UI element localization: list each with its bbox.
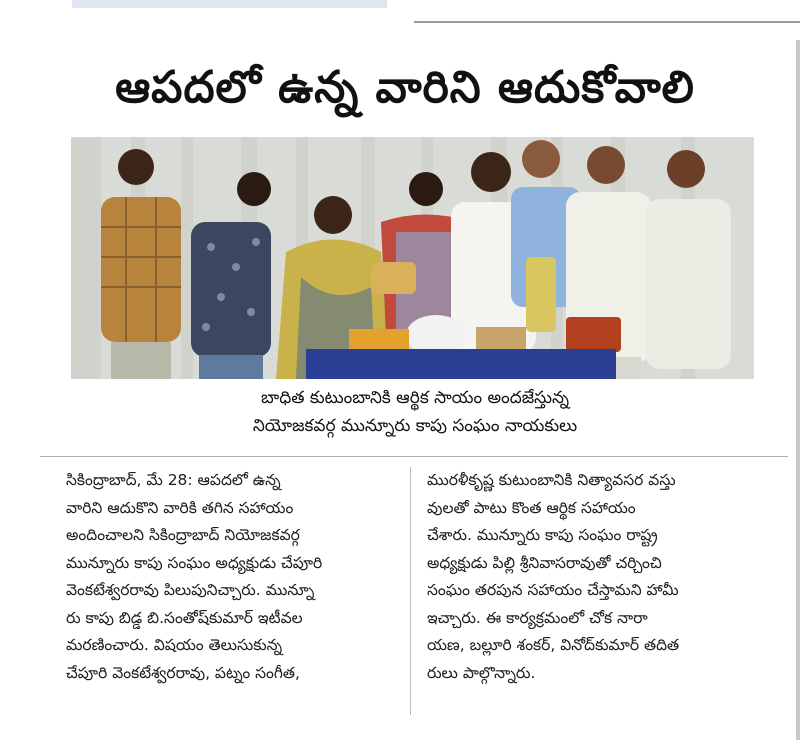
article-line: వారిని ఆదుకొని వారికి తగిన సహాయం: [66, 498, 294, 517]
gift-basket: [371, 262, 416, 294]
caption-line: నియోజకవర్గ మున్నూరు కాపు సంఘం నాయకులు: [252, 416, 578, 436]
article-line: మరణించారు. విషయం తెలుసుకున్న: [66, 636, 283, 654]
article-line: అందించాలని సికింద్రాబాద్ నియోజకవర్గ: [66, 526, 300, 544]
article-line: ఇచ్చారు. ఈ కార్యక్రమంలో చోక నారా: [427, 608, 648, 627]
article-line: సంఘం తరపున సహాయం చేస్తామని హామీ: [427, 581, 679, 599]
top-tab: [72, 0, 387, 8]
caption-line: బాధిత కుటుంబానికి ఆర్థిక సాయం అందజేస్తున్న: [261, 388, 569, 408]
column-divider: [410, 467, 411, 715]
headline: ఆపదలో ఉన్న వారిని ఆదుకోవాలి: [115, 62, 695, 113]
article-left-column: [66, 467, 401, 687]
article-right-column: [427, 467, 762, 687]
news-photo: [71, 137, 754, 379]
goods: [349, 329, 409, 349]
article-line: యణ, బల్లూరి శంకర్, వినోద్‌కుమార్ తదిత: [427, 636, 680, 654]
oil-bottle: [526, 257, 556, 332]
group-photo-icon: [71, 137, 754, 379]
article-line: మురళీకృష్ణ కుటుంబానికి నిత్యావసర వస్తు: [427, 471, 676, 489]
article-line: సికింద్రాబాద్, మే 28: ఆపదలో ఉన్న: [66, 471, 281, 489]
separator: [40, 456, 788, 457]
article-line: రులు పాల్గొన్నారు.: [427, 663, 536, 682]
goods: [476, 327, 526, 349]
top-rule: [414, 21, 800, 23]
article-line: రు కాపు బిడ్డ బి.సంతోష్‌కుమార్ ఇటీవల: [66, 608, 303, 627]
table: [306, 349, 616, 379]
article-line: చేపూరి వెంకటేశ్వరరావు, పట్నం సంగీత,: [66, 663, 300, 682]
page-edge: [796, 40, 800, 740]
article-line: వులతో పాటు కొంత ఆర్థిక సహాయం: [427, 498, 636, 517]
article-line: అధ్యక్షుడు పిల్లి శ్రీనివాసరావుతో చర్చించి: [427, 553, 662, 572]
article-line: మున్నూరు కాపు సంఘం అధ్యక్షుడు చేపూరి: [66, 553, 323, 572]
article-line: వెంకటేశ్వరరావు పిలుపునిచ్చారు. మున్నూ: [66, 581, 315, 599]
article-line: చేశారు. మున్నూరు కాపు సంఘం రాష్ట్ర: [427, 526, 658, 544]
goods: [566, 317, 621, 352]
photo-caption: [130, 384, 700, 440]
